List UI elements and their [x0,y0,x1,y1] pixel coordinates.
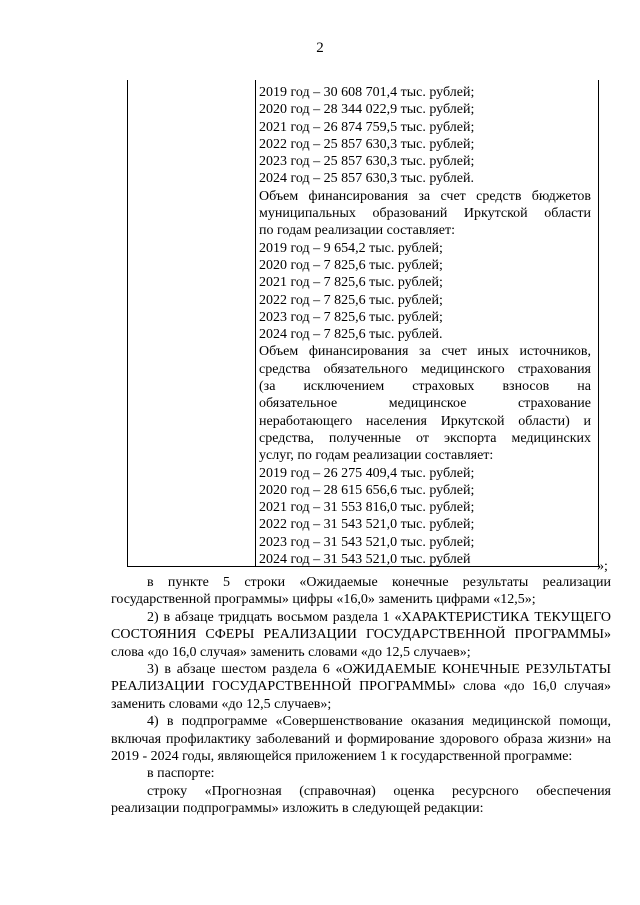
table-line: 2023 год – 31 543 521,0 тыс. рублей; [259,534,475,550]
other-heading-line: средства, полученные от экспорта медицинских [259,430,591,446]
paragraph-4: 4) в подпрограмме «Совершенствование оказания медицинской помощи, включая профилактику заболеваний и формирование здорового образа жизни» на 2019 - 2024 годы, являющейся приложением 1 к государственной программе: [111,714,611,765]
funding-table [127,80,599,567]
other-heading-line: обязательное медицинское страхование [259,396,591,412]
closing-quote: »; [597,559,608,574]
other-heading-line: (за исключением страховых взносов на [259,379,591,395]
table-line: 2020 год – 7 825,6 тыс. рублей; [259,257,443,273]
table-line: 2023 год – 25 857 630,3 тыс. рублей; [259,154,475,170]
paragraph-forecast-row: строку «Прогнозная (справочная) оценка ресурсного обеспечения реализации подпрограммы» изложить в следующей редакции: [111,783,611,817]
table-line: 2022 год – 7 825,6 тыс. рублей; [259,292,443,308]
paragraph-item-5: в пункте 5 строки «Ожидаемые конечные результаты реализации государственной программы» цифры «16,0» заменить цифрами «12,5»; [111,575,611,608]
table-column-divider [255,80,256,566]
document-body [111,574,611,818]
other-heading-line: неработающего населения Иркутской области) и [259,413,591,429]
table-line: 2024 год – 31 543 521,0 тыс. рублей [259,552,471,568]
table-line: 2021 год – 31 553 816,0 тыс. рублей; [259,500,475,516]
table-line: 2024 год – 7 825,6 тыс. рублей. [259,327,443,343]
other-heading-line: услуг, по годам реализации составляет: [259,448,494,464]
table-line: 2022 год – 25 857 630,3 тыс. рублей; [259,136,475,152]
other-heading-line: Объем финансирования за счет иных источников, [259,344,591,360]
municipal-heading-line: Объем финансирования за счет средств бюджетов [259,188,591,204]
municipal-heading-line: муниципальных образований Иркутской области [259,206,591,222]
table-line: 2024 год – 25 857 630,3 тыс. рублей. [259,171,474,187]
table-line: 2019 год – 26 275 409,4 тыс. рублей; [259,465,475,481]
paragraph-3: 3) в абзаце шестом раздела 6 «ОЖИДАЕМЫЕ КОНЕЧНЫЕ РЕЗУЛЬТАТЫ РЕАЛИЗАЦИИ ГОСУДАРСТВЕННОЙ ПРОГРАММЫ» слова «до 16,0 случая» заменить словами «до 12,5 случаев»; [111,662,611,712]
paragraph-2: 2) в абзаце тридцать восьмом раздела 1 «ХАРАКТЕРИСТИКА ТЕКУЩЕГО СОСТОЯНИЯ СФЕРЫ РЕАЛИЗАЦИИ ГОСУДАРСТВЕННОЙ ПРОГРАММЫ» слова «до 16,0 случая» заменить словами «до 12,5 случаев»; [111,609,611,660]
table-line: 2022 год – 31 543 521,0 тыс. рублей; [259,517,475,533]
table-line: 2020 год – 28 344 022,9 тыс. рублей; [259,102,475,118]
table-line: 2021 год – 26 874 759,5 тыс. рублей; [259,119,475,135]
funding-cell [259,84,591,568]
municipal-heading-line: по годам реализации составляет: [259,223,455,239]
table-line: 2020 год – 28 615 656,6 тыс. рублей; [259,482,475,498]
other-heading-line: средства обязательного медицинского страхования [259,361,591,377]
page-number: 2 [316,40,324,56]
table-line: 2023 год – 7 825,6 тыс. рублей; [259,309,443,325]
table-line: 2019 год – 30 608 701,4 тыс. рублей; [259,85,475,100]
table-line: 2019 год – 9 654,2 тыс. рублей; [259,240,443,256]
paragraph-passport: в паспорте: [147,766,215,782]
table-line: 2021 год – 7 825,6 тыс. рублей; [259,275,443,291]
